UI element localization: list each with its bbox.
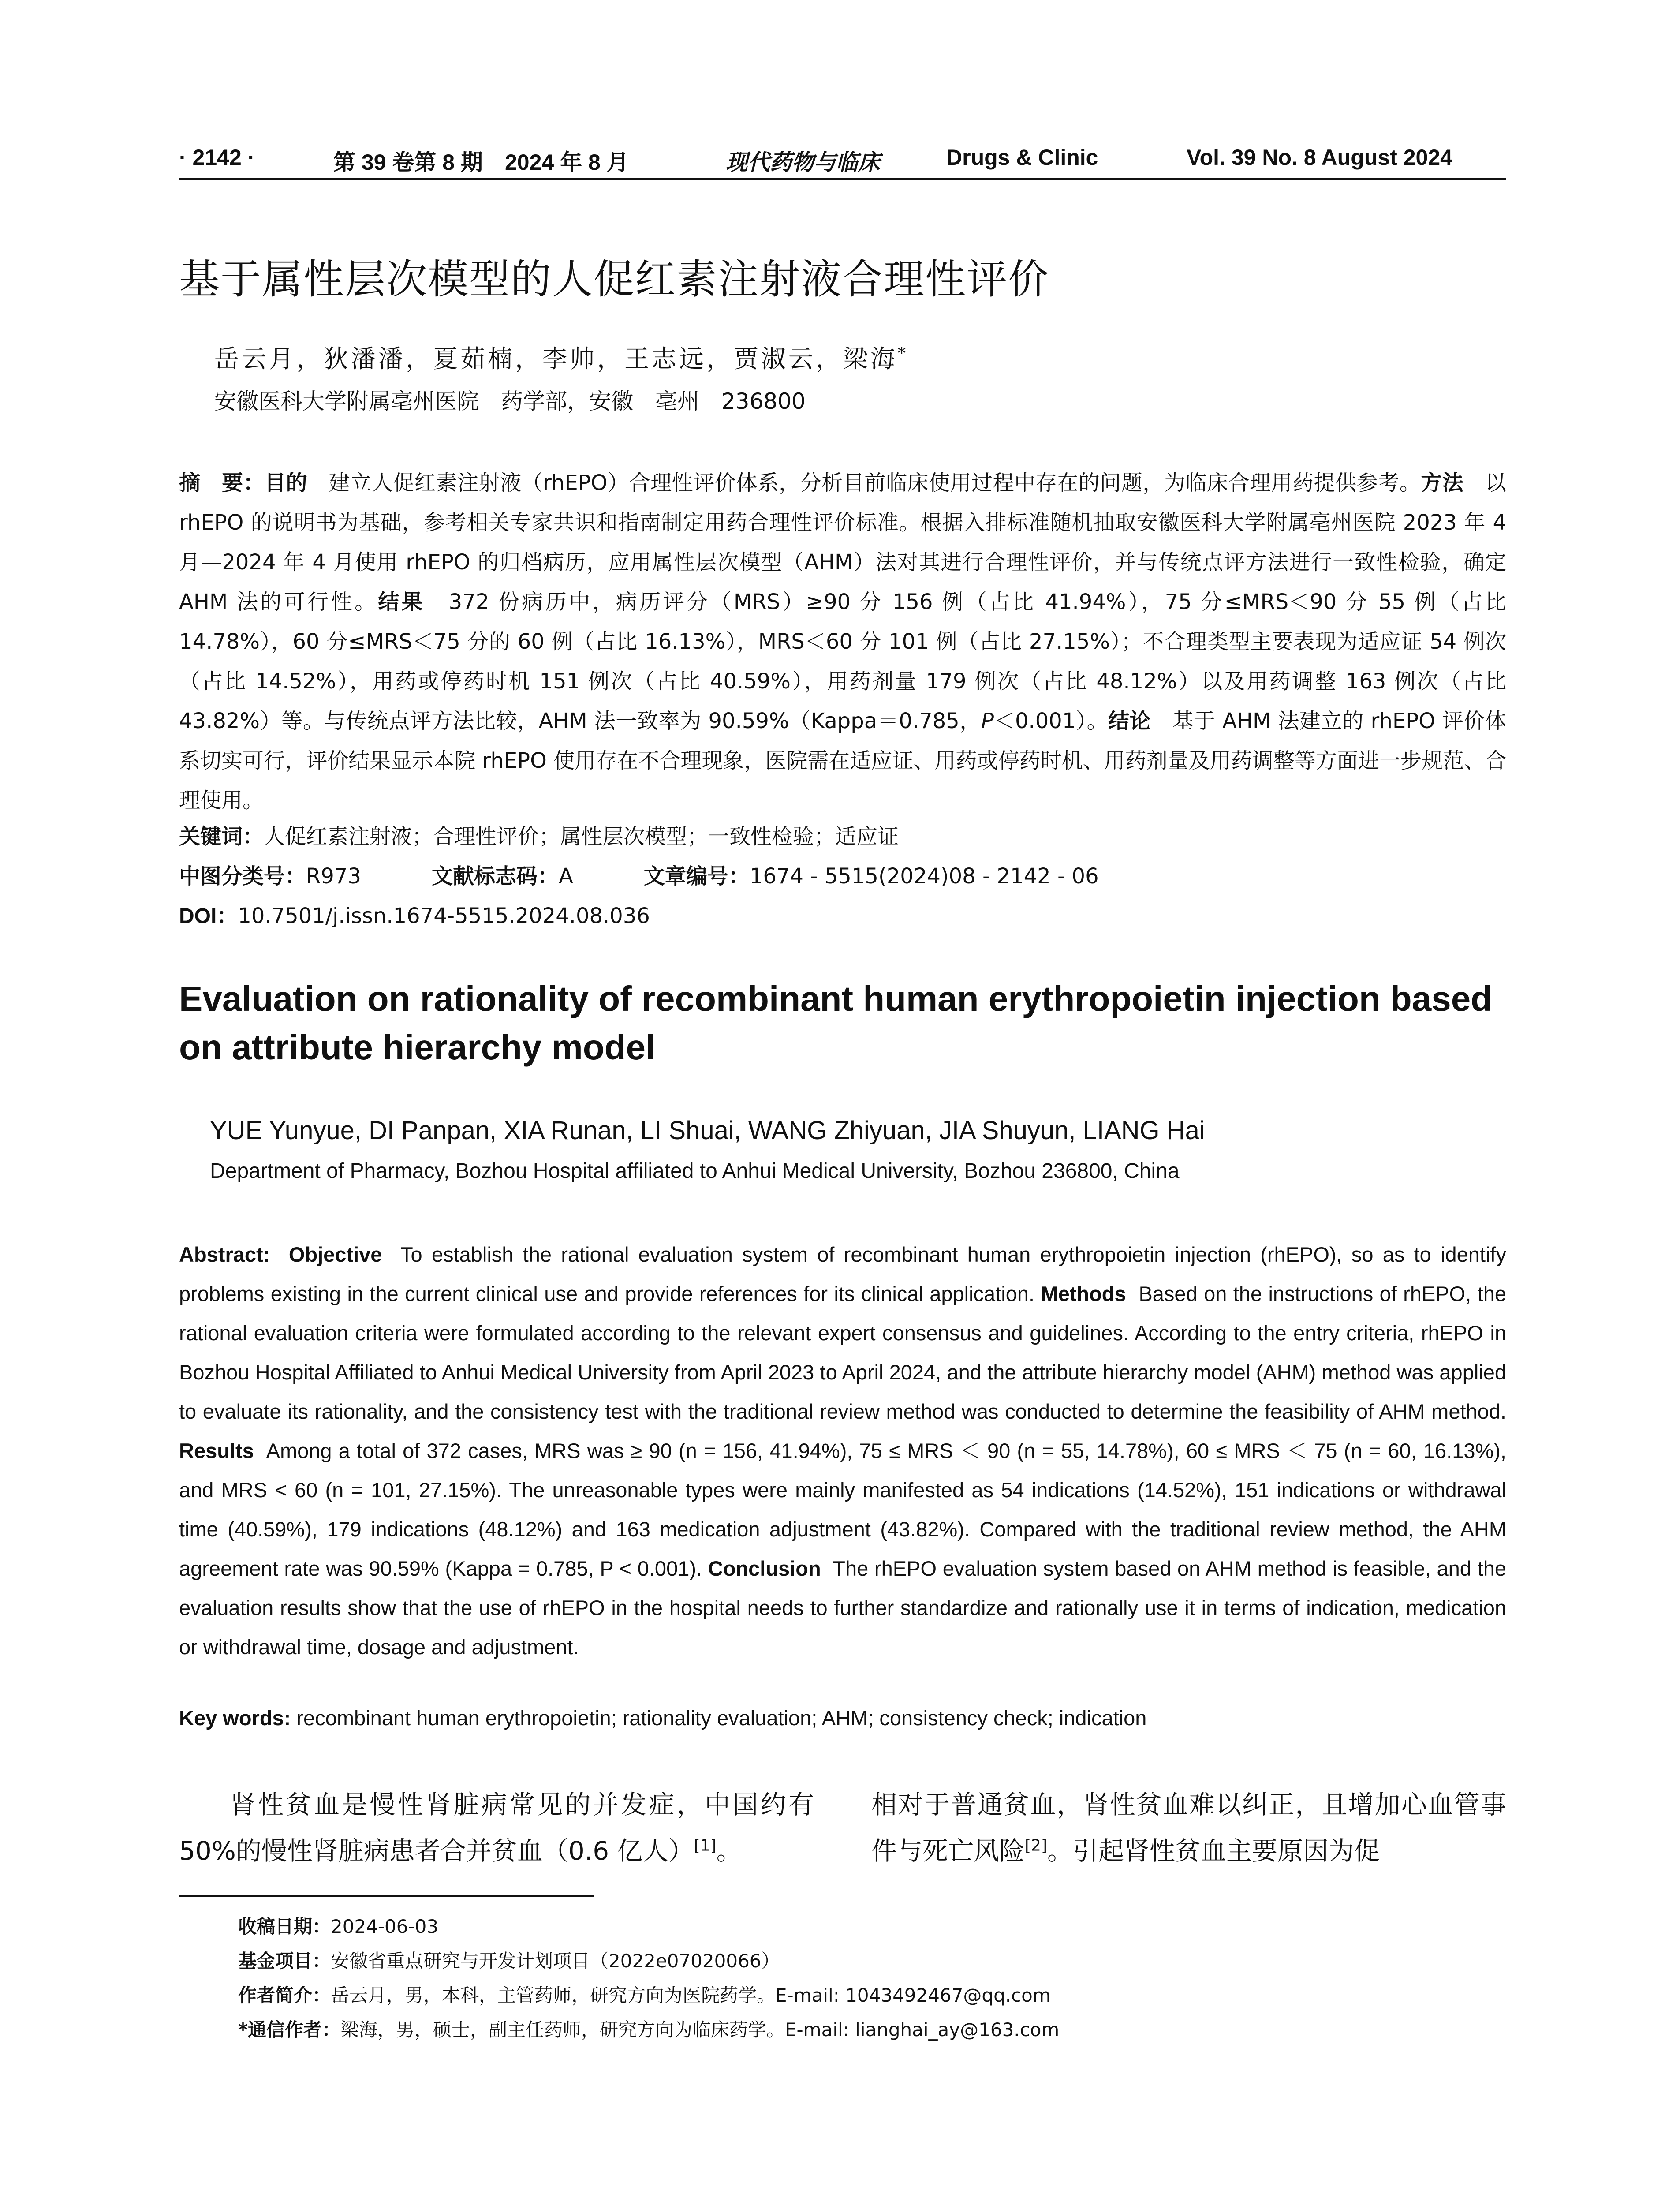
footnote-corresponding: *通信作者：梁海，男，硕士，副主任药师，研究方向为临床药学。E-mail: lianghai_ay@163.com [238,2019,1060,2041]
journal-name-en: Drugs & Clinic [946,145,1098,170]
journal-name-cn: 现代药物与临床 [726,149,880,175]
objective-text-cn: 建立人促红素注射液（rhEPO）合理性评价体系，分析目前临床使用过程中存在的问题，为临床合理用药提供参考。 [329,471,1421,495]
footnote-received: 收稿日期：2024-06-03 [238,1916,439,1937]
header-rule [179,178,1506,180]
affiliation-en: Department of Pharmacy, Bozhou Hospital affiliated to Anhui Medical University, Bozhou 236800, China [210,1159,1180,1183]
results-text-en: Among a total of 372 cases, MRS was ≥ 90 (n = 156, 41.94%), 75 ≤ MRS ＜ 90 (n = 55, 14.78%), 60 ≤ MRS ＜ 75 (n = 60, 16.13%), and MRS < 60 (n = 101, 27.15%). The unreasonable types were mainly manifested as 54 indications (14.52%), 151 indications or withdrawal time (40.59%), 179 indications (48.12%) and 163 medication adjustment (43.82%). Compared with the traditional review method, the AHM agreement rate was 90.59% (Kappa = 0.785, P < 0.001). [179,1439,1506,1580]
page-number: · 2142 · [179,145,255,170]
article-title-en: Evaluation on rationality of recombinant human erythropoietin injection based on attribute hierarchy model [179,979,1493,1067]
objective-label-en: Objective [288,1243,382,1266]
body-column-left: 肾性贫血是慢性肾脏病常见的并发症，中国约有 50%的慢性肾脏病患者合并贫血（0.6 亿人）[1]。 [179,1790,814,1866]
conclusion-label-cn: 结论 [1108,709,1151,733]
methods-text-en: Based on the instructions of rhEPO, the rational evaluation criteria were formulated according to the relevant expert consensus and guidelines. According to the entry criteria, rhEPO in Bozhou Hospital Affiliated to Anhui Medical University from April 2023 to April 2024, and the attribute hierarchy model (AHM) method was applied to evaluate its rationality, and the consistency test with the traditional review method was conducted to determine the feasibility of AHM method. [179,1282,1506,1423]
doi-label: DOI： [179,904,238,928]
article-no-value: 1674 - 5515(2024)08 - 2142 - 06 [749,864,1099,889]
footnote-fund: 基金项目：安徽省重点研究与开发计划项目（2022e07020066） [238,1950,780,1972]
abstract-cn [179,463,1506,820]
issue-en: Vol. 39 No. 8 August 2024 [1187,145,1452,170]
footnotes [238,1910,1059,2047]
corresponding-mark: * [898,344,908,363]
citation-1: [1] [694,1836,717,1855]
results-label-cn: 结果 [378,590,426,614]
footnote-author: 作者简介：岳云月，男，本科，主管药师，研究方向为医院药学。E-mail: 1043492467@qq.com [238,1984,1051,2006]
abstract-en [179,1235,1506,1667]
doi-line [179,899,1506,929]
clc-label: 中图分类号： [179,864,306,889]
authors-en: YUE Yunyue, DI Panpan, XIA Runan, LI Shuai, WANG Zhiyuan, JIA Shuyun, LIANG Hai [210,1116,1205,1145]
keywords-en [179,1706,1506,1730]
body-column-right: 相对于普通贫血，肾性贫血难以纠正，且增加心血管事件与死亡风险[2]。引起肾性贫血主要原因为促 [871,1790,1506,1866]
doi-value: 10.7501/j.issn.1674-5515.2024.08.036 [238,904,650,928]
affiliation-cn: 安徽医科大学附属亳州医院 药学部，安徽 亳州 236800 [214,389,806,414]
abstract-label-en: Abstract: [179,1243,270,1266]
article-no-label: 文章编号： [643,864,750,889]
issue-cn: 第 39 卷第 8 期 2024 年 8 月 [333,150,629,175]
keywords-label-cn: 关键词： [179,824,264,849]
conclusion-text-cn: 基于 AHM 法建立的 rhEPO 评价体系切实可行，评价结果显示本院 rhEPO 使用存在不合理现象，医院需在适应证、用药或停药时机、用药剂量及用药调整等方面进一步规范、合理使用。 [179,709,1506,813]
results-text-cn: 372 份病历中，病历评分（MRS）≥90 分 156 例（占比 41.94%），75 分≤MRS＜90 分 55 例（占比 14.78%），60 分≤MRS＜75 分的 60 例（占比 16.13%），MRS＜60 分 101 例（占比 27.15%）；不合理类型主要表现为适应证 54 例次（占比 14.52%），用药或停药时机 151 例次（占比 40.59%），用药剂量 179 例次（占比 48.12%）以及用药调整 163 例次（占比 43.82%）等。与传统点评方法比较，AHM 法一致率为 90.59%（Kappa＝0.785， [179,590,1506,733]
abstract-label-cn: 摘 要： [179,471,265,495]
authors-cn: 岳云月，狄潘潘，夏茹楠，李帅，王志远，贾淑云，梁海* [214,344,908,374]
clc-value: R973 [306,864,361,889]
keywords-cn [179,819,1506,850]
keywords-text-cn: 人促红素注射液；合理性评价；属性层次模型；一致性检验；适应证 [264,824,899,849]
citation-2: [2] [1025,1836,1048,1855]
objective-text-en: To establish the rational evaluation system of recombinant human erythropoietin injection (rhEPO), so as to identify problems existing in the current clinical use and provide references for its clinical application. [179,1243,1506,1305]
results-label-en: Results [179,1439,254,1462]
objective-label-cn: 目的 [265,471,308,495]
keywords-label-en: Key words: [179,1706,291,1730]
keywords-text-en: recombinant human erythropoietin; rationality evaluation; AHM; consistency check; indication [296,1706,1147,1730]
doc-code-label: 文献标志码： [431,864,559,889]
p-symbol-cn: P [981,709,994,733]
conclusion-text-en: The rhEPO evaluation system based on AHM method is feasible, and the evaluation results show that the use of rhEPO in the hospital needs to further standardize and rationally use it in terms of indication, medication or withdrawal time, dosage and adjustment. [179,1557,1506,1659]
methods-label-cn: 方法 [1421,471,1464,495]
running-header [179,140,1506,176]
methods-text-cn: 以 rhEPO 的说明书为基础，参考相关专家共识和指南制定用药合理性评价标准。根据入排标准随机抽取安徽医科大学附属亳州医院 2023 年 4 月—2024 年 4 月使用 rhEPO 的归档病历，应用属性层次模型（AHM）法对其进行合理性评价，并与传统点评方法进行一致性检验，确定 AHM 法的可行性。 [179,471,1506,614]
footnote-rule [179,1895,594,1897]
doc-code-value: A [559,864,573,889]
conclusion-label-en: Conclusion [708,1557,821,1580]
classification-line [179,859,1506,889]
article-title-cn: 基于属性层次模型的人促红素注射液合理性评价 [179,256,1050,303]
methods-label-en: Methods [1041,1282,1126,1305]
results-tail-cn: ＜0.001）。 [993,709,1109,733]
